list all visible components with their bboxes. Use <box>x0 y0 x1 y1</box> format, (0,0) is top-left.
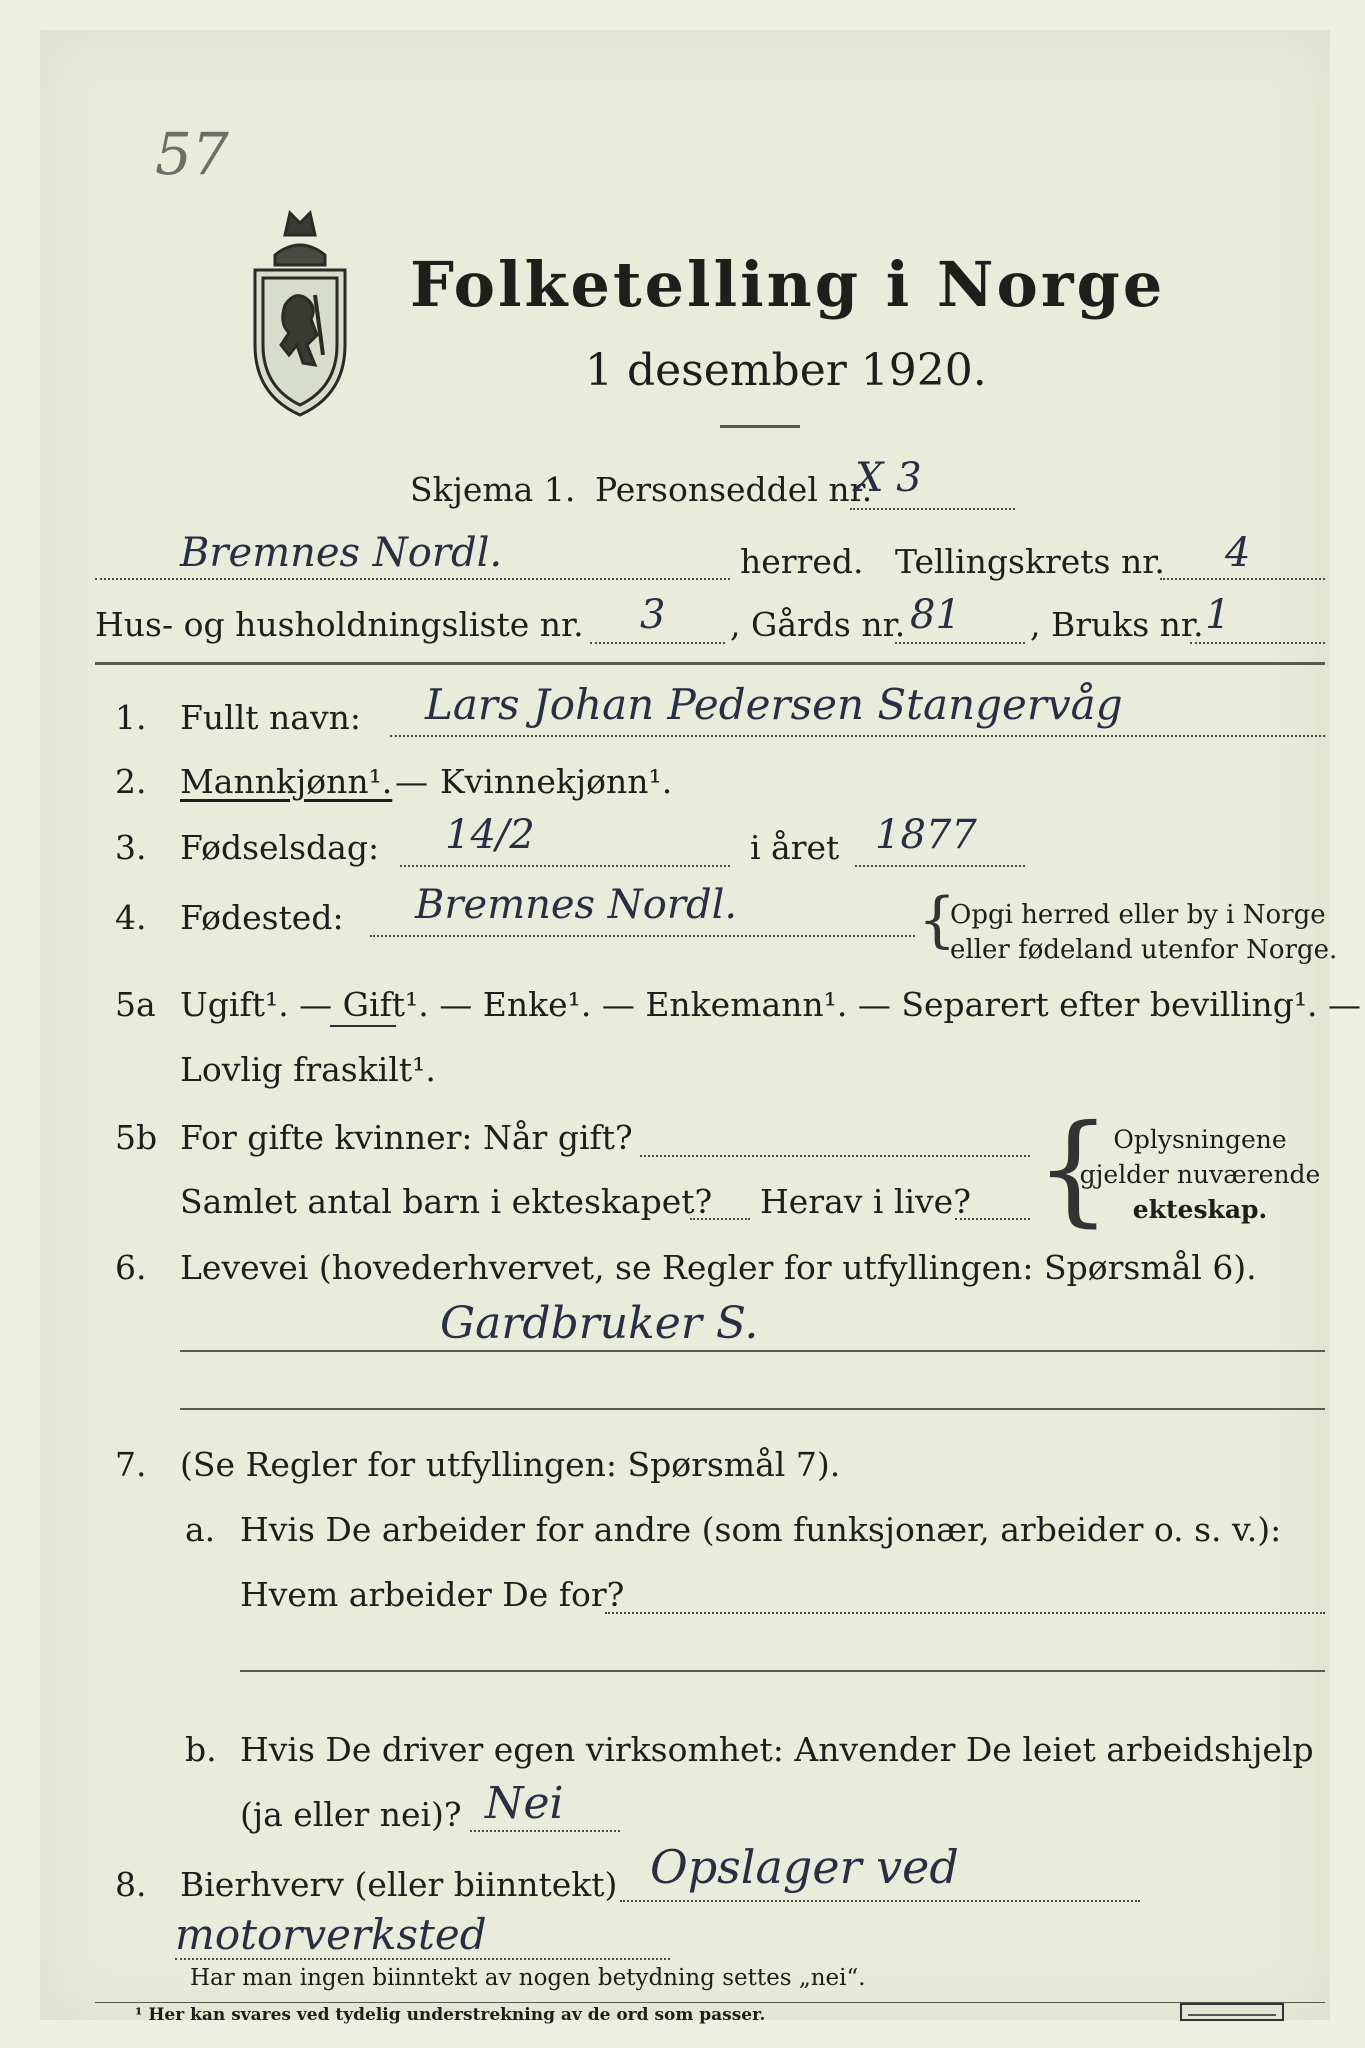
gards-label: , Gårds nr. <box>730 605 906 644</box>
bruks-value: 1 <box>1205 592 1231 638</box>
page-subtitle: 1 desember 1920. <box>585 345 987 396</box>
occupation-line-1 <box>180 1350 1325 1352</box>
q2-separator: — <box>395 762 428 801</box>
gards-line <box>895 642 1025 644</box>
printer-stamp <box>1180 2003 1284 2021</box>
marriage-note-2: gjelder nuværende <box>1079 1160 1321 1189</box>
q3-number: 3. <box>115 828 147 867</box>
coat-of-arms-icon <box>245 195 355 420</box>
side-income-value-1: Opslager ved <box>650 1840 959 1894</box>
hired-help-label: (ja eller nei)? <box>240 1795 462 1834</box>
q7-number: 7. <box>115 1445 147 1484</box>
herred-line <box>95 578 730 580</box>
q7-label: (Se Regler for utfyllingen: Spørsmål 7). <box>180 1445 841 1484</box>
full-name-line <box>390 735 1325 737</box>
q6-number: 6. <box>115 1248 147 1287</box>
male-option: Mannkjønn¹. <box>180 762 393 801</box>
q8-number: 8. <box>115 1865 147 1904</box>
children-total-line <box>690 1218 750 1220</box>
hired-help-value: Nei <box>485 1778 564 1829</box>
birthplace-line <box>370 935 915 937</box>
birthday-line <box>400 865 730 867</box>
married-when-label: For gifte kvinner: Når gift? <box>180 1118 633 1157</box>
children-alive-line <box>955 1218 1030 1220</box>
birthplace-value: Bremnes Nordl. <box>415 882 738 928</box>
occupation-value: Gardbruker S. <box>440 1298 759 1349</box>
marital-status-options-2: Lovlig fraskilt¹. <box>180 1050 436 1089</box>
marriage-note-3: ekteskap. <box>1132 1195 1268 1224</box>
hired-help-line <box>470 1830 620 1832</box>
tellingskrets-value: 4 <box>1225 530 1251 576</box>
bruks-line <box>1190 642 1325 644</box>
birthplace-brace: { <box>918 885 957 955</box>
gift-underline <box>330 1025 396 1027</box>
personseddel-value: X 3 <box>855 455 922 501</box>
female-option: Kvinnekjønn¹. <box>440 762 673 801</box>
footnote: ¹ Her kan svares ved tydelig understrekning av de ord som passer. <box>135 2005 766 2025</box>
hus-line <box>590 642 725 644</box>
side-income-label: Bierhverv (eller biinntekt) <box>180 1865 618 1904</box>
gards-value: 81 <box>910 592 961 638</box>
q7a-number: a. <box>185 1510 216 1549</box>
side-income-value-2: motorverksted <box>175 1910 487 1959</box>
title-divider <box>720 425 800 428</box>
own-business-question: Hvis De driver egen virksomhet: Anvender De leiet arbeidshjelp <box>240 1730 1314 1769</box>
side-income-line-1 <box>620 1900 1140 1902</box>
married-when-line <box>640 1155 1030 1157</box>
herred-value: Bremnes Nordl. <box>180 530 503 576</box>
bruks-label: , Bruks nr. <box>1030 605 1204 644</box>
employer-question: Hvis De arbeider for andre (som funksjonær, arbeider o. s. v.): <box>240 1510 1282 1549</box>
marriage-note-1: Oplysningene <box>1113 1125 1287 1154</box>
personseddel-label: Personseddel nr. <box>595 470 873 509</box>
birth-year-value: 1877 <box>875 812 977 858</box>
page-title: Folketelling i Norge <box>410 248 1166 321</box>
birthplace-note-2: eller fødeland utenfor Norge. <box>950 935 1338 965</box>
employer-line-1 <box>605 1612 1325 1614</box>
hus-value: 3 <box>640 592 666 638</box>
occupation-line-2 <box>180 1408 1325 1410</box>
birthplace-note-1: Opgi herred eller by i Norge <box>950 900 1326 930</box>
census-form <box>40 30 1362 2025</box>
q1-number: 1. <box>115 698 147 737</box>
q5a-number: 5a <box>115 985 156 1024</box>
tellingskrets-label: Tellingskrets nr. <box>895 542 1165 581</box>
herred-label: herred. <box>740 542 864 581</box>
occupation-label: Levevei (hovederhvervet, se Regler for utfyllingen: Spørsmål 6). <box>180 1248 1257 1287</box>
marital-status-options: Ugift¹. — Gift¹. — Enke¹. — Enkemann¹. — Separert efter bevilling¹. — <box>180 985 1362 1024</box>
birth-year-line <box>855 865 1025 867</box>
tellingskrets-line <box>1160 578 1325 580</box>
q4-number: 4. <box>115 898 147 937</box>
q5b-number: 5b <box>115 1118 158 1157</box>
corner-mark: 57 <box>155 120 229 188</box>
q7b-number: b. <box>185 1730 217 1769</box>
q3-label: Fødselsdag: <box>180 828 380 867</box>
q2-number: 2. <box>115 762 147 801</box>
children-alive-label: Herav i live? <box>760 1182 971 1221</box>
year-label: i året <box>750 828 840 867</box>
side-income-note: Har man ingen biinntekt av nogen betydning settes „nei“. <box>190 1965 866 1991</box>
skjema-label: Skjema 1. <box>410 470 576 509</box>
marriage-note-brace: { <box>1035 1100 1112 1239</box>
q1-label: Fullt navn: <box>180 698 361 737</box>
employer-line-2 <box>240 1670 1325 1672</box>
personseddel-line <box>850 508 1015 510</box>
q4-label: Fødested: <box>180 898 344 937</box>
birthday-value: 14/2 <box>445 812 535 858</box>
full-name-value: Lars Johan Pedersen Stangervåg <box>425 680 1123 729</box>
children-total-label: Samlet antal barn i ekteskapet? <box>180 1182 713 1221</box>
header-divider <box>95 662 1325 665</box>
employer-label: Hvem arbeider De for? <box>240 1575 625 1614</box>
hus-label: Hus- og husholdningsliste nr. <box>95 605 584 644</box>
footnote-divider <box>95 2002 1325 2003</box>
side-income-line-2 <box>175 1958 670 1960</box>
